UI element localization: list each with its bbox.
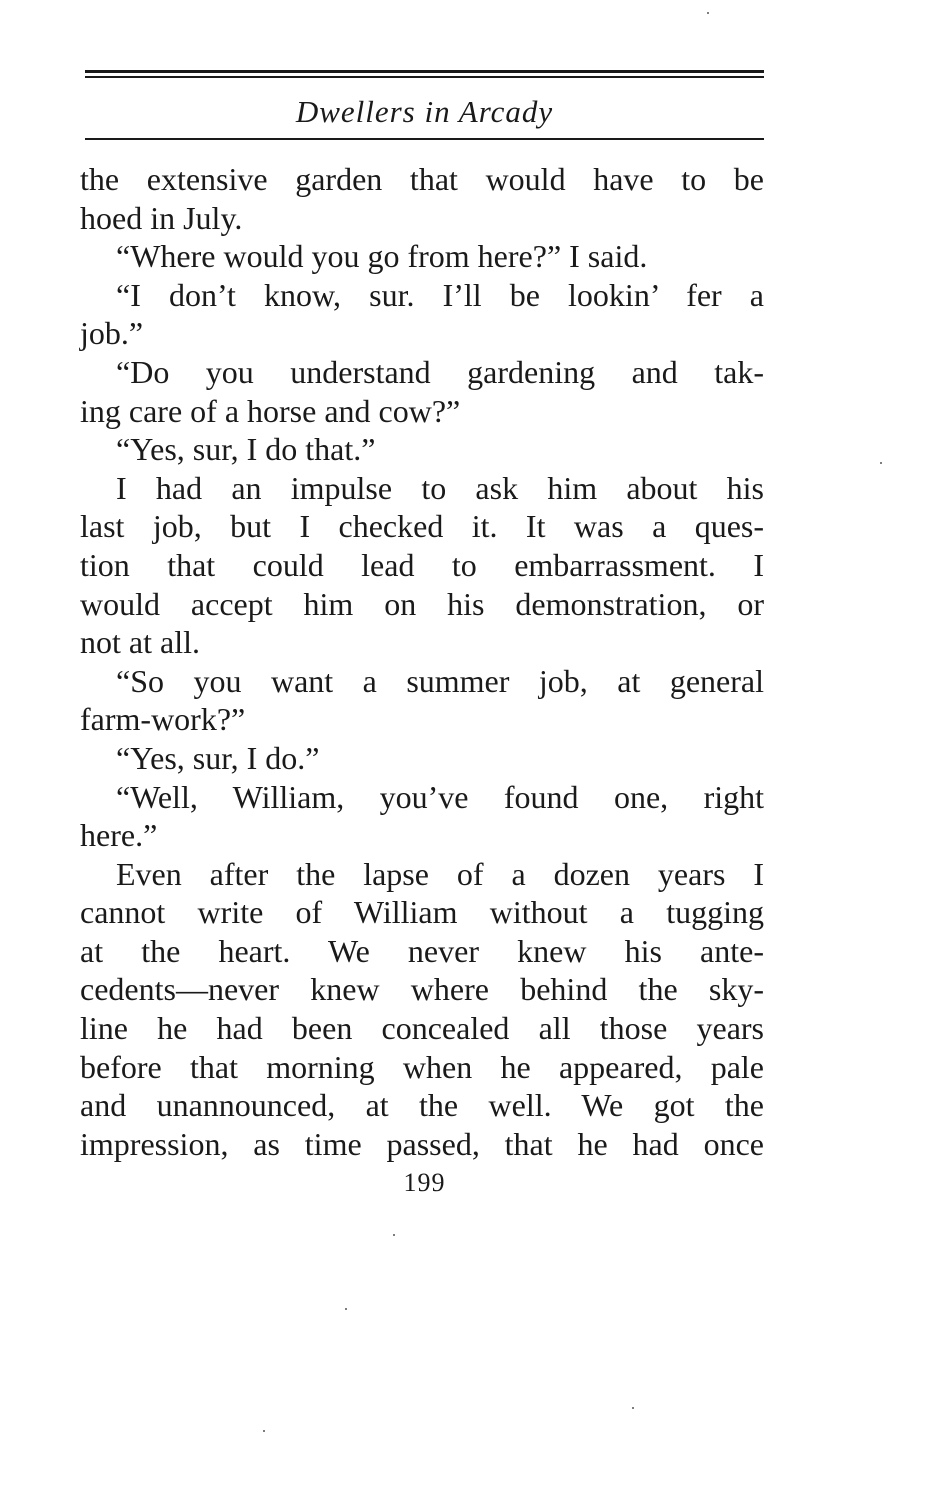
text-line: line he had been concealed all those years — [80, 1010, 764, 1047]
text-line: and unannounced, at the well. We got the — [80, 1087, 764, 1124]
body-text — [80, 160, 764, 1163]
text-line: hoed in July. — [80, 199, 243, 236]
text-line: “Where would you go from here?” I said. — [116, 238, 648, 275]
paper-speck — [632, 1407, 634, 1409]
text-line: “I don’t know, sur. I’ll be lookin’ fer a — [116, 276, 764, 313]
top-double-rule-upper — [85, 70, 764, 73]
text-line: I had an impulse to ask him about his — [116, 469, 764, 506]
text-line: cannot write of William without a tugging — [80, 894, 764, 931]
page-number: 199 — [403, 1168, 446, 1197]
text-line: last job, but I checked it. It was a ques- — [80, 508, 764, 545]
header-rule — [85, 138, 764, 140]
text-line: ing care of a horse and cow?” — [80, 392, 461, 429]
text-line: tion that could lead to embarrassment. I — [80, 546, 764, 583]
text-line: cedents—never knew where behind the sky- — [80, 971, 764, 1008]
paper-speck — [345, 1308, 347, 1310]
running-title: Dwellers in Arcady — [295, 94, 554, 129]
text-line: would accept him on his demonstration, or — [80, 585, 764, 622]
top-double-rule-lower — [85, 76, 764, 78]
text-line: farm-work?” — [80, 701, 246, 738]
text-line: here.” — [80, 817, 158, 854]
paper-speck — [263, 1430, 265, 1432]
text-line: “Yes, sur, I do that.” — [116, 431, 376, 468]
text-line: before that morning when he appeared, pale — [80, 1048, 764, 1085]
text-line: “Well, William, you’ve found one, right — [116, 778, 764, 815]
text-line: not at all. — [80, 624, 200, 661]
text-line: “Yes, sur, I do.” — [116, 739, 320, 776]
text-line: job.” — [80, 315, 144, 352]
text-line: the extensive garden that would have to be — [80, 161, 764, 197]
text-line: “Do you understand gardening and tak- — [116, 353, 764, 390]
paper-speck — [393, 1234, 395, 1236]
text-line: Even after the lapse of a dozen years I — [116, 855, 764, 892]
paper-speck — [707, 12, 709, 14]
text-line: impression, as time passed, that he had once — [80, 1125, 764, 1162]
text-line: at the heart. We never knew his ante- — [80, 932, 764, 969]
text-line: “So you want a summer job, at general — [116, 662, 764, 699]
paper-speck — [880, 462, 882, 464]
